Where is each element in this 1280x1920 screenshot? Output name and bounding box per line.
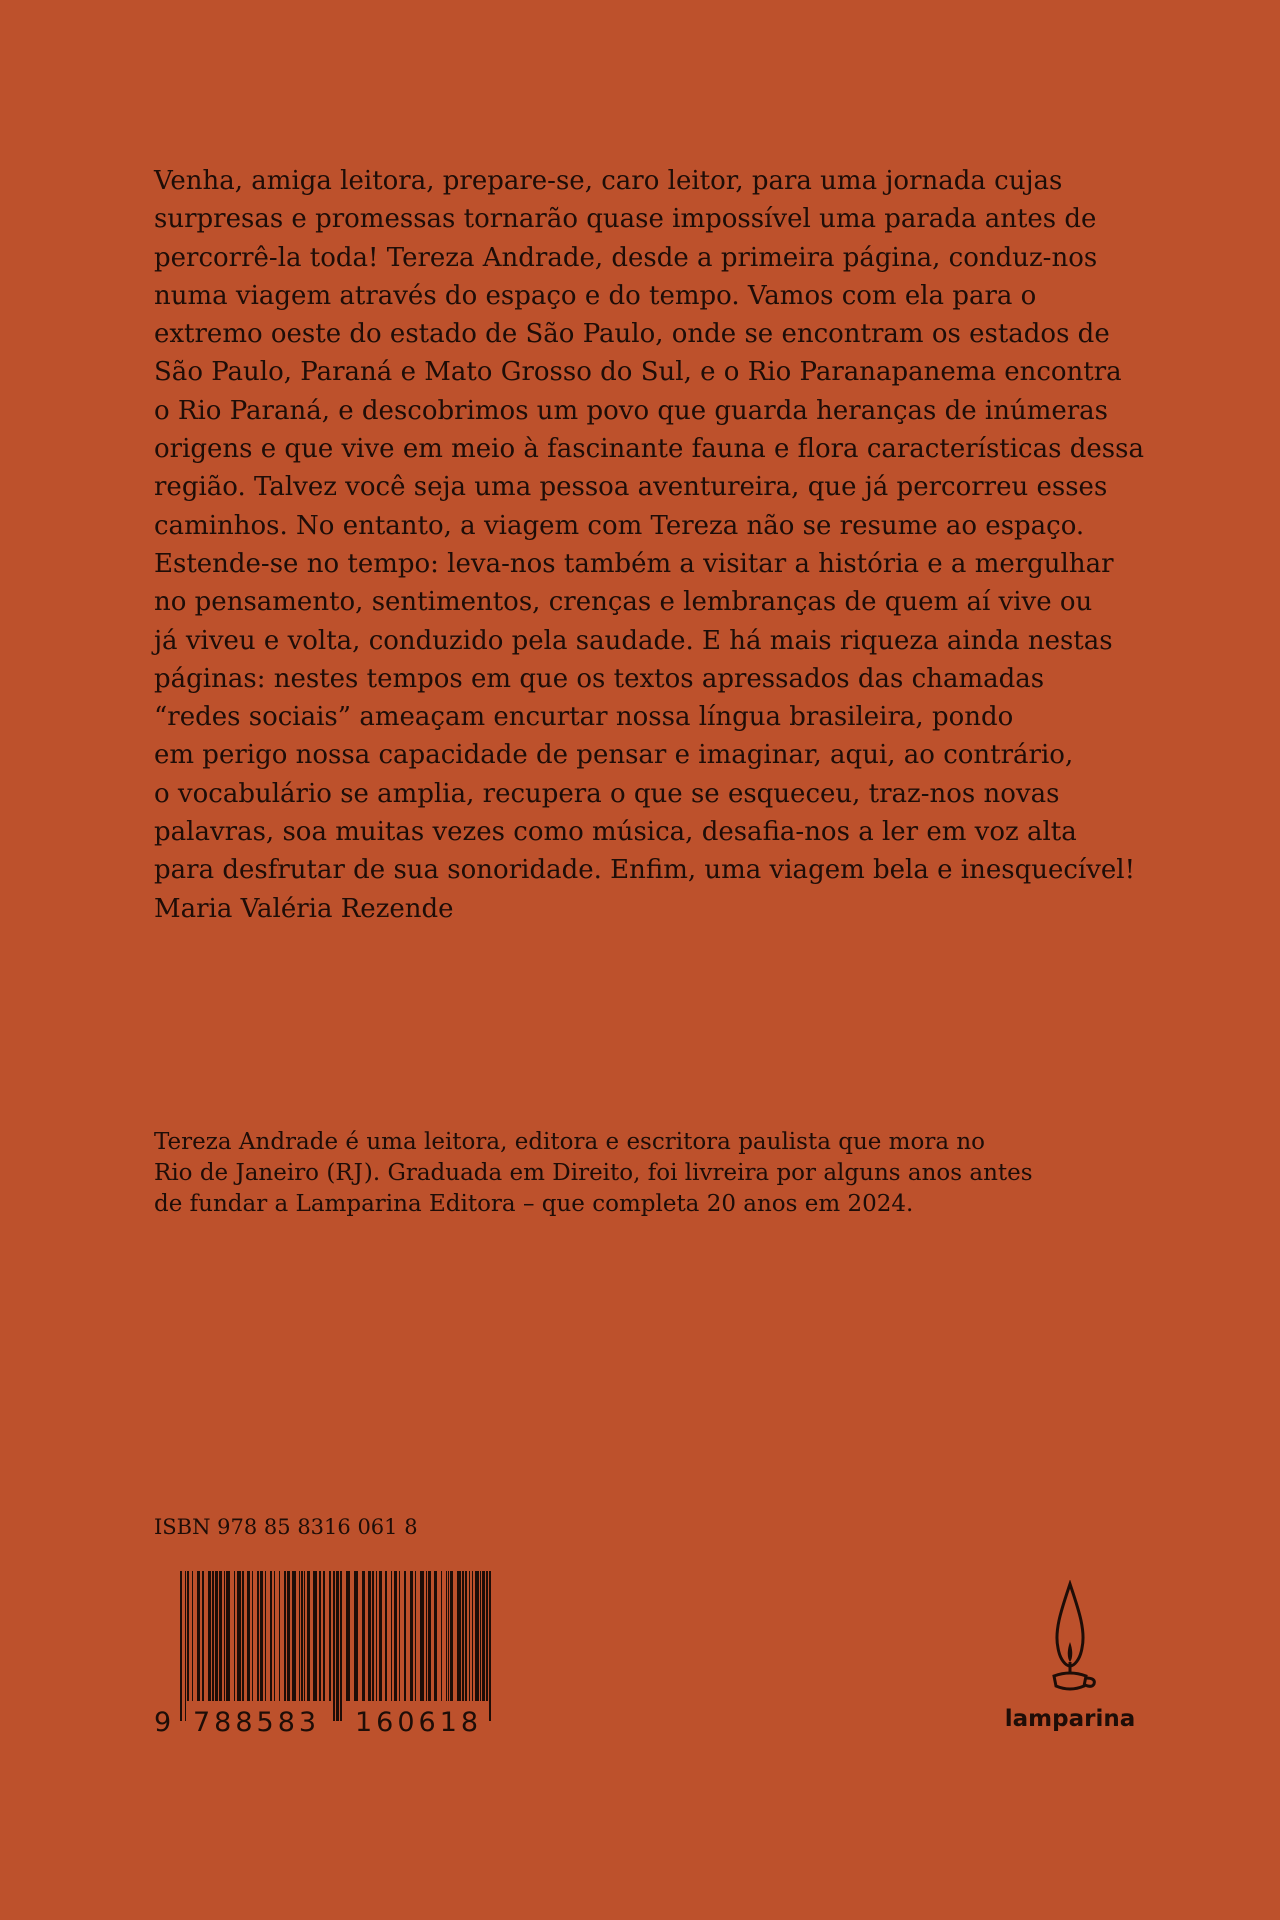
author-bio: [154, 1127, 1134, 1220]
barcode-digit-prefix: 9: [154, 1707, 176, 1738]
blurb-line: numa viagem através do espaço e do tempo. Vamos com ela para o: [154, 280, 1037, 311]
barcode-bar: [450, 1571, 453, 1701]
blurb-line: “redes sociais” ameaçam encurtar nossa língua brasileira, pondo: [154, 702, 1014, 733]
barcode-bar: [486, 1571, 488, 1701]
blurb-signature: Maria Valéria Rezende: [154, 893, 454, 924]
barcode-bar: [185, 1571, 186, 1721]
barcode-bar: [391, 1571, 392, 1701]
barcode-bar: [274, 1571, 275, 1701]
barcode-bar: [482, 1571, 485, 1701]
barcode-bar: [465, 1571, 467, 1701]
barcode-bar: [434, 1571, 437, 1701]
barcode-bar: [426, 1571, 427, 1701]
barcode-bar: [457, 1571, 461, 1701]
barcode-bar: [226, 1571, 230, 1701]
barcode-bar: [340, 1571, 342, 1721]
blurb-line: já viveu e volta, conduzido pela saudade. E há mais riqueza ainda nestas: [154, 625, 1113, 656]
barcode-bar: [329, 1571, 331, 1701]
barcode-bar: [394, 1571, 397, 1701]
blurb-line: palavras, soa muitas vezes como música, desafia-nos a ler em voz alta: [154, 817, 1077, 848]
barcode-digits-right: 160618: [355, 1707, 483, 1738]
barcode-bar: [399, 1571, 400, 1701]
barcode-digits-left: 788583: [193, 1707, 321, 1738]
blurb-line: São Paulo, Paraná e Mato Grosso do Sul, e o Rio Paranapanema encontra: [154, 357, 1122, 388]
barcode-bar: [323, 1571, 325, 1701]
blurb-line: páginas: nestes tempos em que os textos apressados das chamadas: [154, 663, 1045, 694]
barcode-bar: [257, 1571, 259, 1701]
barcode-bar: [489, 1571, 491, 1721]
barcode-bar: [299, 1571, 300, 1701]
barcode-bar: [428, 1571, 431, 1701]
blurb-line: para desfrutar de sua sonoridade. Enfim, uma viagem bela e inesquecível!: [154, 855, 1136, 886]
barcode-bar: [215, 1571, 218, 1701]
barcode-bar: [208, 1571, 211, 1701]
blurb-line: em perigo nossa capacidade de pensar e imaginar, aqui, ao contrário,: [154, 740, 1074, 771]
author-bio-line: [154, 1158, 1134, 1189]
blurb-line: no pensamento, sentimentos, crenças e lembranças de quem aí vive ou: [154, 587, 1093, 618]
barcode-bar: [265, 1571, 266, 1701]
blurb-line: Venha, amiga leitora, prepare-se, caro leitor, para uma jornada cujas: [154, 166, 1063, 196]
barcode-bar: [192, 1571, 193, 1701]
blurb-line: Estende-se no tempo: leva-nos também a visitar a história e a mergulhar: [154, 548, 1114, 579]
barcode-bar: [475, 1571, 479, 1701]
barcode-bar: [197, 1571, 200, 1701]
barcode-bar: [224, 1571, 225, 1701]
barcode-bar: [372, 1571, 374, 1701]
barcode-bar: [284, 1571, 286, 1701]
barcode-bar: [292, 1571, 296, 1701]
barcode-bar: [420, 1571, 424, 1701]
barcode-bar: [404, 1571, 406, 1701]
blurb-line: percorrê-la toda! Tereza Andrade, desde a primeira página, conduz-nos: [154, 242, 1098, 273]
bio-text-segment: ). Graduada em Direito, foi livreira por alguns anos antes: [363, 1160, 1033, 1186]
blurb-line: região. Talvez você seja uma pessoa aventureira, que já percorreu esses: [154, 472, 1108, 503]
barcode-bar: [376, 1571, 377, 1701]
barcode-bars: [180, 1571, 491, 1721]
blurb-line: surpresas e promessas tornarão quase impossível uma parada antes de: [154, 204, 1097, 235]
barcode-bar: [180, 1571, 182, 1721]
author-bio-line: de fundar a Lamparina Editora – que completa 20 anos em 2024.: [154, 1191, 914, 1217]
author-bio-line: Tereza Andrade é uma leitora, editora e escritora paulista que mora no: [154, 1129, 986, 1155]
barcode-bar: [410, 1571, 413, 1701]
blurb-line: origens e que vive em meio à fascinante fauna e flora características dessa: [154, 434, 1144, 465]
barcode-bar: [260, 1571, 263, 1701]
barcode-bar: [242, 1571, 244, 1701]
barcode-bar: [362, 1571, 365, 1701]
barcode-bar: [333, 1571, 335, 1721]
barcode-bar: [379, 1571, 382, 1701]
barcode-bar: [446, 1571, 447, 1701]
barcode-bar: [252, 1571, 253, 1701]
barcode-bar: [462, 1571, 464, 1701]
barcode-bar: [415, 1571, 416, 1701]
barcode-bar: [212, 1571, 214, 1701]
lamp-flame-icon: [1040, 1580, 1100, 1700]
barcode-bar: [469, 1571, 470, 1701]
barcode-bar: [385, 1571, 387, 1701]
barcode-bar: [346, 1571, 350, 1701]
barcode-bar: [354, 1571, 358, 1701]
barcode-bar: [270, 1571, 272, 1701]
barcode-bar: [307, 1571, 310, 1701]
barcode-bar: [480, 1571, 481, 1701]
blurb-line: extremo oeste do estado de São Paulo, onde se encontram os estados de: [154, 319, 1110, 350]
blurb-line: o Rio Paraná, e descobrimos um povo que guarda heranças de inúmeras: [154, 395, 1109, 426]
barcode-bar: [319, 1571, 321, 1701]
publisher-name: lamparina: [1004, 1706, 1136, 1732]
blurb-line: caminhos. No entanto, a viagem com Tereza não se resume ao espaço.: [154, 510, 1085, 541]
isbn-text: ISBN 978 85 8316 061 8: [154, 1515, 418, 1539]
barcode-bar: [368, 1571, 371, 1701]
barcode-bar: [336, 1571, 339, 1721]
barcode-bar: [304, 1571, 305, 1701]
barcode-bar: [247, 1571, 250, 1701]
blurb-text: [154, 162, 1144, 928]
state-abbreviation: RJ: [335, 1160, 364, 1186]
barcode-bar: [287, 1571, 290, 1701]
barcode-bar: [202, 1571, 204, 1701]
barcode-bar: [237, 1571, 241, 1701]
bio-text-segment: Rio de Janeiro (: [154, 1160, 336, 1186]
barcode-bar: [448, 1571, 449, 1701]
barcode-bar: [313, 1571, 317, 1701]
barcode-bar: [301, 1571, 303, 1701]
barcode-bar: [234, 1571, 235, 1701]
isbn-barcode: [150, 1563, 500, 1743]
barcode-bar: [219, 1571, 222, 1701]
barcode-bar: [279, 1571, 280, 1701]
barcode-bar: [441, 1571, 442, 1701]
barcode-bar: [472, 1571, 473, 1701]
publisher-logo: [1000, 1580, 1140, 1740]
barcode-bar: [187, 1571, 189, 1701]
blurb-line: o vocabulário se amplia, recupera o que se esqueceu, traz-nos novas: [154, 778, 1060, 809]
